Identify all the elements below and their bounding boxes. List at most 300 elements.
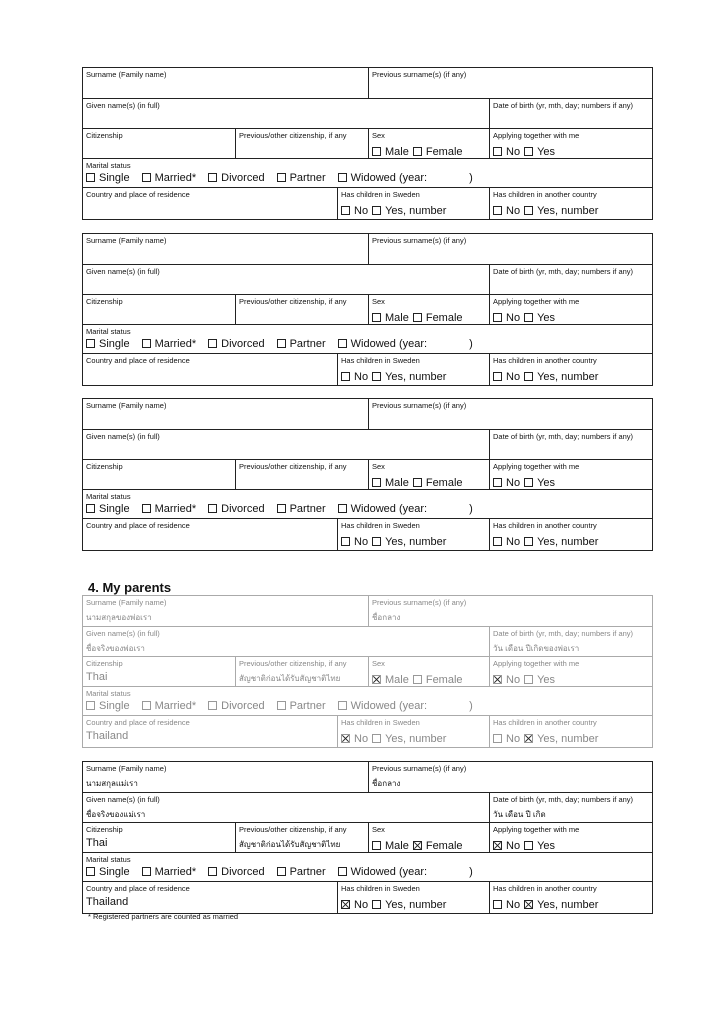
single-option[interactable] [86,700,130,712]
residence-row [83,354,652,385]
applying-yes-option-label: Yes [537,312,556,324]
marital-row [83,325,652,354]
female-checkbox[interactable] [413,675,422,684]
married-option[interactable] [142,172,197,184]
sweden-no-option[interactable] [341,536,368,548]
surname-field[interactable] [83,762,368,792]
section-heading: 4. My parents [88,580,172,595]
divorced-option-label: Divorced [221,172,265,184]
prev-surname-field[interactable] [368,234,652,264]
citizenship-label: Citizenship [86,131,123,140]
children_sweden-label: Has children in Sweden [341,521,420,530]
prev_citizenship-label: Previous/other citizenship, if any [239,462,347,471]
sweden-no-checkbox[interactable] [341,734,350,743]
given-name-field[interactable] [83,627,489,656]
person-form-3 [82,398,653,551]
divorced-option[interactable] [208,172,264,184]
footnote: * Registered partners are counted as married [88,912,239,921]
other-no-option[interactable] [493,536,520,548]
citizenship-label: Citizenship [86,297,123,306]
male-option[interactable] [372,840,409,852]
applying-no-option[interactable] [493,840,520,852]
female-option-label: Female [425,477,463,489]
person-form-4 [82,595,653,748]
citizenship-row [83,460,652,490]
widowed-option[interactable] [338,700,427,712]
partner-checkbox[interactable] [277,701,286,710]
applying-no-checkbox[interactable] [493,147,502,156]
applying-no-checkbox[interactable] [493,841,502,850]
single-checkbox[interactable] [86,173,95,182]
surname-value: นามสกุลของพ่อเรา [86,613,152,622]
male-option[interactable] [372,477,409,489]
female-checkbox[interactable] [413,147,422,156]
children_other-label: Has children in another country [493,884,597,893]
other-no-option[interactable] [493,371,520,383]
widowed-checkbox[interactable] [338,339,347,348]
prev_citizenship-label: Previous/other citizenship, if any [239,131,347,140]
dob-value: วัน เดือน ปี เกิด [493,810,546,819]
citizenship-field[interactable] [83,823,235,852]
other-no-option-label: No [506,536,521,548]
other-yes-option-label: Yes, number [537,371,599,383]
sweden-yes-checkbox[interactable] [372,734,381,743]
prev-surname-field[interactable] [368,762,652,792]
divorced-option[interactable] [208,338,264,350]
residence-row [83,716,652,747]
person-form-2 [82,233,653,386]
children-sweden-field [337,882,489,913]
children-other-field [489,716,652,747]
partner-option[interactable] [277,866,326,878]
female-checkbox[interactable] [413,478,422,487]
marital-field [83,490,652,518]
applying-yes-option[interactable] [524,477,555,489]
residence-field[interactable] [83,716,337,747]
prev-surname-field[interactable] [368,68,652,98]
applying-no-checkbox[interactable] [493,675,502,684]
male-option-label: Male [385,312,409,324]
other-no-option[interactable] [493,205,520,217]
applying-field [489,657,652,686]
sweden-no-checkbox[interactable] [341,372,350,381]
male-option[interactable] [372,674,409,686]
sweden-no-checkbox[interactable] [341,900,350,909]
marital-field [83,853,652,881]
dob-label: Date of birth (yr, mth, day; numbers if any) [493,795,634,804]
married-checkbox[interactable] [142,504,151,513]
applying-yes-option-label: Yes [537,674,556,686]
single-option[interactable] [86,338,130,350]
single-checkbox[interactable] [86,701,95,710]
married-option-label: Married* [154,700,197,712]
married-checkbox[interactable] [142,867,151,876]
other-yes-checkbox[interactable] [524,537,533,546]
female-checkbox[interactable] [413,313,422,322]
other-yes-checkbox[interactable] [524,206,533,215]
married-option[interactable] [142,338,197,350]
other-no-checkbox[interactable] [493,372,502,381]
marital-row [83,159,652,188]
surname-label: Surname (Family name) [86,764,167,773]
applying-no-option-label: No [506,840,521,852]
married-checkbox[interactable] [142,339,151,348]
prev_citizenship-label: Previous/other citizenship, if any [239,297,347,306]
applying-no-option[interactable] [493,477,520,489]
prev-citizenship-field[interactable] [235,460,368,489]
applying-yes-option[interactable] [524,674,555,686]
applying-no-option[interactable] [493,674,520,686]
other-yes-option-label: Yes, number [537,733,599,745]
widowed-close: ) [469,338,473,350]
other-no-checkbox[interactable] [493,206,502,215]
applying-yes-option[interactable] [524,840,555,852]
female-option[interactable] [413,840,463,852]
single-option-label: Single [99,700,130,712]
widowed-option[interactable] [338,503,427,515]
given-label: Given name(s) (in full) [86,101,160,110]
children_sweden-label: Has children in Sweden [341,190,420,199]
sweden-yes-checkbox[interactable] [372,900,381,909]
applying-no-option-label: No [506,477,521,489]
citizenship-field[interactable] [83,460,235,489]
prev-citizenship-field[interactable] [235,129,368,158]
marital-row [83,490,652,519]
children_other-label: Has children in another country [493,190,597,199]
surname-label: Surname (Family name) [86,70,167,79]
widowed-option[interactable] [338,866,427,878]
partner-checkbox[interactable] [277,504,286,513]
name-row [83,762,652,793]
applying-yes-checkbox[interactable] [524,147,533,156]
married-option-label: Married* [154,338,197,350]
other-no-option[interactable] [493,899,520,911]
applying-label: Applying together with me [493,825,580,834]
residence-row [83,882,652,913]
prev_surname-label: Previous surname(s) (if any) [372,70,467,79]
residence-value: Thailand [86,896,129,908]
marital-label: Marital status [86,492,131,501]
citizenship-label: Citizenship [86,825,123,834]
widowed-checkbox[interactable] [338,867,347,876]
given-row [83,430,652,460]
prev-citizenship-field[interactable] [235,657,368,686]
prev-citizenship-field[interactable] [235,295,368,324]
single-option-label: Single [99,172,130,184]
single-checkbox[interactable] [86,339,95,348]
sweden-yes-option[interactable] [372,205,446,217]
prev-surname-field[interactable] [368,596,652,626]
other-yes-checkbox[interactable] [524,372,533,381]
prev-value: ชื่อกลาง [372,613,401,622]
widowed-checkbox[interactable] [338,701,347,710]
single-option[interactable] [86,866,130,878]
sweden-no-option[interactable] [341,371,368,383]
partner-option-label: Partner [289,700,326,712]
male-checkbox[interactable] [372,841,381,850]
married-checkbox[interactable] [142,173,151,182]
applying-yes-checkbox[interactable] [524,675,533,684]
dob-field[interactable] [489,793,652,822]
given-row [83,627,652,657]
applying-field [489,460,652,489]
residence-field[interactable] [83,354,337,385]
given-name-field[interactable] [83,99,489,128]
female-option[interactable] [413,146,463,158]
applying-label: Applying together with me [493,131,580,140]
sweden-yes-option-label: Yes, number [385,733,447,745]
widowed-checkbox[interactable] [338,173,347,182]
applying-no-checkbox[interactable] [493,478,502,487]
partner-checkbox[interactable] [277,867,286,876]
marital-label: Marital status [86,327,131,336]
children_other-label: Has children in another country [493,521,597,530]
children-other-field [489,354,652,385]
male-option-label: Male [385,674,409,686]
other-yes-option[interactable] [524,205,598,217]
other-yes-option[interactable] [524,899,598,911]
male-option-label: Male [385,477,409,489]
surname-value: นามสกุลแม่เรา [86,779,138,788]
prev-citizenship-field[interactable] [235,823,368,852]
sex-field [368,295,489,324]
given-value: ชื่อจริงของแม่เรา [86,810,146,819]
residence-label: Country and place of residence [86,356,190,365]
prev_cit-value: สัญชาติก่อนได้รับสัญชาติไทย [239,840,341,849]
sweden-no-option-label: No [354,733,369,745]
other-yes-option[interactable] [524,733,598,745]
other-no-checkbox[interactable] [493,900,502,909]
single-option[interactable] [86,172,130,184]
children_other-label: Has children in another country [493,356,597,365]
residence-field[interactable] [83,188,337,219]
female-option[interactable] [413,312,463,324]
applying-yes-option[interactable] [524,312,555,324]
applying-no-checkbox[interactable] [493,313,502,322]
other-no-option-label: No [506,371,521,383]
other-yes-option[interactable] [524,536,598,548]
other-yes-option-label: Yes, number [537,899,599,911]
partner-option-label: Partner [289,172,326,184]
married-option[interactable] [142,866,197,878]
children_sweden-label: Has children in Sweden [341,356,420,365]
given-name-field[interactable] [83,793,489,822]
divorced-option-label: Divorced [221,700,265,712]
partner-option-label: Partner [289,503,326,515]
given-name-field[interactable] [83,430,489,459]
children_sweden-label: Has children in Sweden [341,884,420,893]
applying-yes-option-label: Yes [537,840,556,852]
sweden-no-option[interactable] [341,899,368,911]
single-checkbox[interactable] [86,867,95,876]
sex-field [368,657,489,686]
widowed-option[interactable] [338,172,427,184]
female-checkbox[interactable] [413,841,422,850]
residence-row [83,519,652,550]
dob-field[interactable] [489,265,652,294]
residence-value: Thailand [86,730,129,742]
given-name-field[interactable] [83,265,489,294]
prev_surname-label: Previous surname(s) (if any) [372,598,467,607]
other-no-option[interactable] [493,733,520,745]
sweden-yes-option-label: Yes, number [385,371,447,383]
divorced-checkbox[interactable] [208,173,217,182]
given-label: Given name(s) (in full) [86,267,160,276]
other-yes-checkbox[interactable] [524,900,533,909]
applying-yes-checkbox[interactable] [524,478,533,487]
male-checkbox[interactable] [372,313,381,322]
children-sweden-field [337,519,489,550]
applying-yes-checkbox[interactable] [524,313,533,322]
person-form-1 [82,67,653,220]
person-form-5 [82,761,653,914]
sweden-yes-checkbox[interactable] [372,537,381,546]
widowed-option-label: Widowed (year: [350,503,428,515]
marital-label: Marital status [86,689,131,698]
name-row [83,596,652,627]
single-checkbox[interactable] [86,504,95,513]
sex-field [368,460,489,489]
widowed-option-label: Widowed (year: [350,866,428,878]
male-checkbox[interactable] [372,147,381,156]
single-option-label: Single [99,866,130,878]
married-option[interactable] [142,700,197,712]
married-checkbox[interactable] [142,701,151,710]
citizenship-field[interactable] [83,657,235,686]
marital-field [83,687,652,715]
divorced-option[interactable] [208,866,264,878]
female-option[interactable] [413,477,463,489]
sex-field [368,129,489,158]
citizenship-label: Citizenship [86,659,123,668]
applying-no-option[interactable] [493,146,520,158]
children-other-field [489,519,652,550]
partner-option[interactable] [277,172,326,184]
partner-option[interactable] [277,700,326,712]
citizenship-field[interactable] [83,295,235,324]
male-option[interactable] [372,312,409,324]
female-option-label: Female [425,146,463,158]
sweden-yes-checkbox[interactable] [372,206,381,215]
residence-label: Country and place of residence [86,718,190,727]
other-yes-checkbox[interactable] [524,734,533,743]
dob-field[interactable] [489,99,652,128]
citizenship-row [83,657,652,687]
divorced-option[interactable] [208,700,264,712]
sweden-no-option[interactable] [341,205,368,217]
widowed-option[interactable] [338,338,427,350]
sweden-yes-option[interactable] [372,536,446,548]
divorced-checkbox[interactable] [208,339,217,348]
dob-value: วัน เดือน ปีเกิดของพ่อเรา [493,644,580,653]
partner-option[interactable] [277,503,326,515]
partner-checkbox[interactable] [277,173,286,182]
sex-label: Sex [372,131,385,140]
other-yes-option-label: Yes, number [537,536,599,548]
applying-no-option[interactable] [493,312,520,324]
citizenship-field[interactable] [83,129,235,158]
female-option[interactable] [413,674,463,686]
dob-field[interactable] [489,627,652,656]
prev-surname-field[interactable] [368,399,652,429]
sweden-no-checkbox[interactable] [341,206,350,215]
residence-field[interactable] [83,519,337,550]
single-option[interactable] [86,503,130,515]
sweden-no-option[interactable] [341,733,368,745]
given-label: Given name(s) (in full) [86,432,160,441]
prev_surname-label: Previous surname(s) (if any) [372,764,467,773]
partner-option[interactable] [277,338,326,350]
given-label: Given name(s) (in full) [86,629,160,638]
sweden-no-option-label: No [354,899,369,911]
dob-field[interactable] [489,430,652,459]
children_sweden-label: Has children in Sweden [341,718,420,727]
marital-field [83,159,652,187]
single-option-label: Single [99,338,130,350]
widowed-close: ) [469,866,473,878]
sweden-no-checkbox[interactable] [341,537,350,546]
surname-label: Surname (Family name) [86,236,167,245]
given-row [83,793,652,823]
children-other-field [489,882,652,913]
residence-field[interactable] [83,882,337,913]
sweden-no-option-label: No [354,536,369,548]
married-option[interactable] [142,503,197,515]
surname-field[interactable] [83,234,368,264]
prev_surname-label: Previous surname(s) (if any) [372,401,467,410]
widowed-checkbox[interactable] [338,504,347,513]
sweden-yes-option[interactable] [372,733,446,745]
prev_citizenship-label: Previous/other citizenship, if any [239,825,347,834]
divorced-checkbox[interactable] [208,701,217,710]
applying-no-option-label: No [506,312,521,324]
sweden-yes-option-label: Yes, number [385,899,447,911]
residence-label: Country and place of residence [86,521,190,530]
citizenship-row [83,295,652,325]
widowed-close: ) [469,700,473,712]
surname-field[interactable] [83,596,368,626]
divorced-checkbox[interactable] [208,504,217,513]
other-no-checkbox[interactable] [493,537,502,546]
partner-checkbox[interactable] [277,339,286,348]
sweden-yes-option[interactable] [372,899,446,911]
divorced-option[interactable] [208,503,264,515]
prev_cit-value: สัญชาติก่อนได้รับสัญชาติไทย [239,674,341,683]
applying-no-option-label: No [506,674,521,686]
other-no-checkbox[interactable] [493,734,502,743]
divorced-checkbox[interactable] [208,867,217,876]
sweden-yes-checkbox[interactable] [372,372,381,381]
surname-field[interactable] [83,68,368,98]
partner-option-label: Partner [289,866,326,878]
prev_citizenship-label: Previous/other citizenship, if any [239,659,347,668]
male-checkbox[interactable] [372,478,381,487]
sweden-no-option-label: No [354,205,369,217]
sweden-yes-option[interactable] [372,371,446,383]
male-checkbox[interactable] [372,675,381,684]
male-option[interactable] [372,146,409,158]
dob-label: Date of birth (yr, mth, day; numbers if any) [493,432,634,441]
dob-label: Date of birth (yr, mth, day; numbers if any) [493,101,634,110]
applying-field [489,295,652,324]
other-yes-option[interactable] [524,371,598,383]
applying-field [489,129,652,158]
applying-yes-option[interactable] [524,146,555,158]
surname-field[interactable] [83,399,368,429]
partner-option-label: Partner [289,338,326,350]
applying-yes-checkbox[interactable] [524,841,533,850]
applying-yes-option-label: Yes [537,146,556,158]
